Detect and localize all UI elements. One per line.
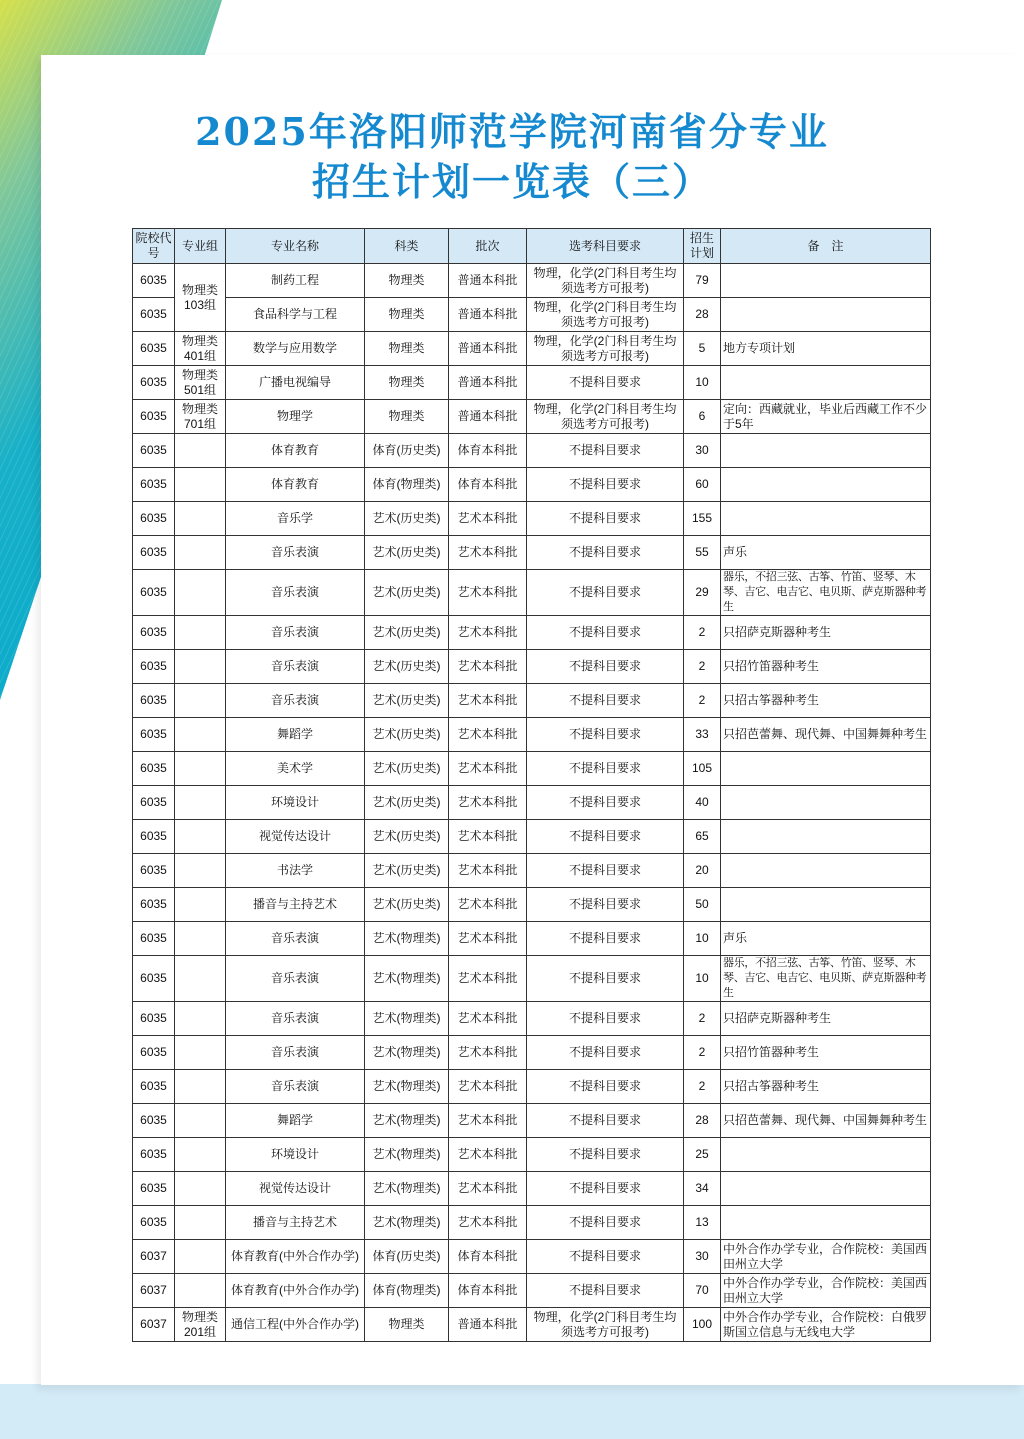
- cell-batch: 艺术本科批: [449, 536, 527, 570]
- table-row: [133, 434, 931, 468]
- table-row: [133, 888, 931, 922]
- cell-category: 艺术(历史类): [365, 650, 449, 684]
- cell-school-code: 6035: [133, 854, 175, 888]
- cell-category: 艺术(物理类): [365, 1070, 449, 1104]
- cell-school-code: 6037: [133, 1240, 175, 1274]
- cell-notes: 地方专项计划: [721, 332, 931, 366]
- cell-category: 艺术(历史类): [365, 718, 449, 752]
- cell-category: 物理类: [365, 400, 449, 434]
- cell-school-code: 6035: [133, 650, 175, 684]
- cell-subject-requirement: 不提科目要求: [527, 1036, 684, 1070]
- cell-plan-count: 28: [684, 1104, 721, 1138]
- table-row: [133, 1240, 931, 1274]
- cell-category: 艺术(物理类): [365, 956, 449, 1002]
- cell-major-group: [175, 854, 226, 888]
- cell-major-name: 体育教育(中外合作办学): [226, 1274, 365, 1308]
- cell-subject-requirement: 不提科目要求: [527, 1002, 684, 1036]
- cell-major-name: 制药工程: [226, 264, 365, 298]
- cell-school-code: 6035: [133, 718, 175, 752]
- cell-major-group: [175, 1070, 226, 1104]
- cell-batch: 艺术本科批: [449, 922, 527, 956]
- cell-notes: 只招芭蕾舞、现代舞、中国舞舞种考生: [721, 1104, 931, 1138]
- cell-major-name: 物理学: [226, 400, 365, 434]
- cell-school-code: 6035: [133, 956, 175, 1002]
- cell-plan-count: 10: [684, 922, 721, 956]
- cell-major-group: [175, 468, 226, 502]
- cell-notes: 声乐: [721, 922, 931, 956]
- cell-major-group: [175, 1240, 226, 1274]
- cell-subject-requirement: 不提科目要求: [527, 854, 684, 888]
- cell-school-code: 6035: [133, 1070, 175, 1104]
- cell-major-name: 音乐表演: [226, 922, 365, 956]
- cell-subject-requirement: 不提科目要求: [527, 956, 684, 1002]
- cell-batch: 普通本科批: [449, 400, 527, 434]
- cell-major-group: [175, 1036, 226, 1070]
- cell-batch: 普通本科批: [449, 264, 527, 298]
- cell-notes: [721, 434, 931, 468]
- cell-major-group: 物理类201组: [175, 1308, 226, 1342]
- cell-notes: 只招芭蕾舞、现代舞、中国舞舞种考生: [721, 718, 931, 752]
- table-row: [133, 956, 931, 1002]
- cell-school-code: 6035: [133, 536, 175, 570]
- cell-category: 艺术(历史类): [365, 684, 449, 718]
- cell-notes: 只招竹笛器种考生: [721, 1036, 931, 1070]
- cell-notes: 只招古筝器种考生: [721, 684, 931, 718]
- cell-category: 艺术(物理类): [365, 1002, 449, 1036]
- cell-plan-count: 30: [684, 1240, 721, 1274]
- cell-plan-count: 20: [684, 854, 721, 888]
- cell-subject-requirement: 不提科目要求: [527, 616, 684, 650]
- table-row: [133, 570, 931, 616]
- cell-major-name: 音乐表演: [226, 1070, 365, 1104]
- cell-notes: 只招古筝器种考生: [721, 1070, 931, 1104]
- cell-major-group: [175, 956, 226, 1002]
- cell-major-name: 音乐表演: [226, 1002, 365, 1036]
- cell-notes: [721, 1206, 931, 1240]
- cell-major-name: 视觉传达设计: [226, 820, 365, 854]
- cell-batch: 艺术本科批: [449, 752, 527, 786]
- cell-major-group: 物理类103组: [175, 264, 226, 332]
- table-row: [133, 1138, 931, 1172]
- table-row: [133, 854, 931, 888]
- cell-major-group: [175, 1206, 226, 1240]
- cell-batch: 普通本科批: [449, 1308, 527, 1342]
- cell-plan-count: 100: [684, 1308, 721, 1342]
- table-row: [133, 1036, 931, 1070]
- cell-notes: 只招萨克斯器种考生: [721, 616, 931, 650]
- cell-major-group: [175, 1274, 226, 1308]
- cell-major-group: [175, 1104, 226, 1138]
- cell-category: 艺术(历史类): [365, 570, 449, 616]
- cell-batch: 艺术本科批: [449, 820, 527, 854]
- cell-plan-count: 2: [684, 684, 721, 718]
- cell-school-code: 6035: [133, 332, 175, 366]
- cell-category: 艺术(历史类): [365, 786, 449, 820]
- cell-major-name: 音乐表演: [226, 650, 365, 684]
- cell-notes: 定向：西藏就业，毕业后西藏工作不少于5年: [721, 400, 931, 434]
- cell-subject-requirement: 物理，化学(2门科目考生均须选考方可报考): [527, 264, 684, 298]
- cell-plan-count: 13: [684, 1206, 721, 1240]
- cell-school-code: 6035: [133, 298, 175, 332]
- table-row: [133, 684, 931, 718]
- cell-major-group: [175, 1138, 226, 1172]
- cell-major-group: [175, 570, 226, 616]
- table-row: [133, 264, 931, 298]
- table-row: [133, 1070, 931, 1104]
- cell-major-name: 音乐表演: [226, 684, 365, 718]
- cell-notes: 器乐，不招三弦、古筝、竹笛、竖琴、木琴、吉它、电吉它、电贝斯、萨克斯器种考生: [721, 570, 931, 616]
- cell-school-code: 6035: [133, 434, 175, 468]
- cell-notes: [721, 468, 931, 502]
- cell-major-group: 物理类501组: [175, 366, 226, 400]
- cell-category: 体育(历史类): [365, 1240, 449, 1274]
- cell-major-name: 音乐表演: [226, 616, 365, 650]
- cell-plan-count: 34: [684, 1172, 721, 1206]
- cell-plan-count: 2: [684, 616, 721, 650]
- table-row: [133, 298, 931, 332]
- cell-category: 物理类: [365, 264, 449, 298]
- cell-plan-count: 40: [684, 786, 721, 820]
- cell-plan-count: 5: [684, 332, 721, 366]
- table-row: [133, 616, 931, 650]
- cell-subject-requirement: 不提科目要求: [527, 1172, 684, 1206]
- cell-plan-count: 70: [684, 1274, 721, 1308]
- cell-major-group: [175, 820, 226, 854]
- cell-category: 艺术(历史类): [365, 888, 449, 922]
- cell-plan-count: 79: [684, 264, 721, 298]
- cell-batch: 艺术本科批: [449, 1104, 527, 1138]
- cell-batch: 体育本科批: [449, 434, 527, 468]
- cell-major-group: [175, 718, 226, 752]
- cell-school-code: 6035: [133, 1138, 175, 1172]
- cell-subject-requirement: 不提科目要求: [527, 1138, 684, 1172]
- cell-subject-requirement: 不提科目要求: [527, 1274, 684, 1308]
- cell-major-name: 视觉传达设计: [226, 1172, 365, 1206]
- cell-batch: 艺术本科批: [449, 1206, 527, 1240]
- cell-subject-requirement: 不提科目要求: [527, 650, 684, 684]
- cell-school-code: 6035: [133, 264, 175, 298]
- cell-subject-requirement: 不提科目要求: [527, 1104, 684, 1138]
- cell-major-group: [175, 922, 226, 956]
- cell-major-group: 物理类701组: [175, 400, 226, 434]
- cell-notes: 中外合作办学专业，合作院校：美国西田州立大学: [721, 1240, 931, 1274]
- table-row: [133, 332, 931, 366]
- cell-category: 物理类: [365, 1308, 449, 1342]
- cell-batch: 艺术本科批: [449, 1138, 527, 1172]
- cell-category: 艺术(历史类): [365, 536, 449, 570]
- cell-subject-requirement: 不提科目要求: [527, 468, 684, 502]
- cell-category: 物理类: [365, 366, 449, 400]
- cell-subject-requirement: 不提科目要求: [527, 1070, 684, 1104]
- cell-school-code: 6035: [133, 820, 175, 854]
- table-row: [133, 1274, 931, 1308]
- cell-school-code: 6035: [133, 366, 175, 400]
- cell-plan-count: 30: [684, 434, 721, 468]
- cell-subject-requirement: 物理，化学(2门科目考生均须选考方可报考): [527, 298, 684, 332]
- cell-school-code: 6035: [133, 1104, 175, 1138]
- cell-plan-count: 155: [684, 502, 721, 536]
- cell-batch: 艺术本科批: [449, 718, 527, 752]
- cell-batch: 体育本科批: [449, 1240, 527, 1274]
- cell-batch: 艺术本科批: [449, 1070, 527, 1104]
- cell-batch: 艺术本科批: [449, 956, 527, 1002]
- cell-major-name: 音乐表演: [226, 1036, 365, 1070]
- cell-category: 艺术(历史类): [365, 752, 449, 786]
- header-subject-requirement: 选考科目要求: [527, 229, 684, 264]
- cell-major-group: [175, 434, 226, 468]
- cell-plan-count: 29: [684, 570, 721, 616]
- header-school-code: 院校代号: [133, 229, 175, 264]
- cell-category: 物理类: [365, 298, 449, 332]
- cell-major-name: 环境设计: [226, 1138, 365, 1172]
- cell-notes: [721, 752, 931, 786]
- cell-category: 艺术(物理类): [365, 1138, 449, 1172]
- cell-plan-count: 6: [684, 400, 721, 434]
- table-row: [133, 468, 931, 502]
- table-row: [133, 650, 931, 684]
- table-row: [133, 718, 931, 752]
- cell-subject-requirement: 物理，化学(2门科目考生均须选考方可报考): [527, 332, 684, 366]
- cell-notes: [721, 888, 931, 922]
- cell-major-group: [175, 616, 226, 650]
- cell-school-code: 6035: [133, 400, 175, 434]
- cell-plan-count: 65: [684, 820, 721, 854]
- cell-plan-count: 10: [684, 956, 721, 1002]
- cell-major-name: 音乐表演: [226, 536, 365, 570]
- cell-batch: 体育本科批: [449, 468, 527, 502]
- table-row: [133, 1002, 931, 1036]
- cell-subject-requirement: 不提科目要求: [527, 922, 684, 956]
- cell-major-group: [175, 684, 226, 718]
- cell-major-group: [175, 752, 226, 786]
- table-row: [133, 1308, 931, 1342]
- cell-batch: 艺术本科批: [449, 1172, 527, 1206]
- table-row: [133, 1206, 931, 1240]
- cell-notes: 只招萨克斯器种考生: [721, 1002, 931, 1036]
- bottom-band: [0, 1384, 1024, 1439]
- table-row: [133, 786, 931, 820]
- header-batch: 批次: [449, 229, 527, 264]
- cell-category: 体育(历史类): [365, 434, 449, 468]
- cell-subject-requirement: 不提科目要求: [527, 502, 684, 536]
- cell-school-code: 6035: [133, 1206, 175, 1240]
- cell-category: 体育(物理类): [365, 1274, 449, 1308]
- cell-major-name: 舞蹈学: [226, 1104, 365, 1138]
- header-major-group: 专业组: [175, 229, 226, 264]
- cell-batch: 普通本科批: [449, 332, 527, 366]
- cell-plan-count: 10: [684, 366, 721, 400]
- cell-batch: 艺术本科批: [449, 502, 527, 536]
- table-row: [133, 1104, 931, 1138]
- header-plan-count: 招生计划: [684, 229, 721, 264]
- cell-major-name: 体育教育: [226, 434, 365, 468]
- cell-plan-count: 2: [684, 650, 721, 684]
- cell-category: 艺术(历史类): [365, 502, 449, 536]
- cell-category: 艺术(物理类): [365, 922, 449, 956]
- cell-subject-requirement: 不提科目要求: [527, 888, 684, 922]
- cell-major-group: [175, 1002, 226, 1036]
- cell-notes: [721, 854, 931, 888]
- cell-major-name: 音乐表演: [226, 570, 365, 616]
- cell-batch: 艺术本科批: [449, 650, 527, 684]
- table-header-row: [133, 229, 931, 264]
- cell-notes: 声乐: [721, 536, 931, 570]
- cell-school-code: 6035: [133, 786, 175, 820]
- header-notes: 备 注: [721, 229, 931, 264]
- cell-category: 物理类: [365, 332, 449, 366]
- cell-category: 艺术(历史类): [365, 854, 449, 888]
- cell-school-code: 6035: [133, 468, 175, 502]
- cell-major-group: [175, 888, 226, 922]
- cell-notes: 器乐，不招三弦、古筝、竹笛、竖琴、木琴、吉它、电吉它、电贝斯、萨克斯器种考生: [721, 956, 931, 1002]
- page-title-line2: 招生计划一览表（三）: [311, 159, 712, 204]
- cell-subject-requirement: 不提科目要求: [527, 570, 684, 616]
- cell-batch: 普通本科批: [449, 298, 527, 332]
- cell-major-group: 物理类401组: [175, 332, 226, 366]
- cell-notes: [721, 264, 931, 298]
- cell-batch: 艺术本科批: [449, 1002, 527, 1036]
- cell-batch: 艺术本科批: [449, 786, 527, 820]
- cell-category: 艺术(物理类): [365, 1104, 449, 1138]
- table-row: [133, 1172, 931, 1206]
- table-row: [133, 752, 931, 786]
- cell-subject-requirement: 不提科目要求: [527, 820, 684, 854]
- cell-batch: 艺术本科批: [449, 888, 527, 922]
- cell-notes: [721, 1138, 931, 1172]
- cell-plan-count: 33: [684, 718, 721, 752]
- cell-major-name: 音乐表演: [226, 956, 365, 1002]
- cell-plan-count: 60: [684, 468, 721, 502]
- cell-batch: 艺术本科批: [449, 1036, 527, 1070]
- cell-major-group: [175, 536, 226, 570]
- cell-plan-count: 28: [684, 298, 721, 332]
- header-category: 科类: [365, 229, 449, 264]
- cell-subject-requirement: 不提科目要求: [527, 684, 684, 718]
- cell-major-name: 播音与主持艺术: [226, 1206, 365, 1240]
- cell-major-name: 播音与主持艺术: [226, 888, 365, 922]
- cell-subject-requirement: 不提科目要求: [527, 1206, 684, 1240]
- cell-notes: [721, 820, 931, 854]
- cell-major-group: [175, 1172, 226, 1206]
- enrollment-plan-table: [132, 228, 931, 1342]
- cell-subject-requirement: 物理，化学(2门科目考生均须选考方可报考): [527, 1308, 684, 1342]
- cell-plan-count: 105: [684, 752, 721, 786]
- cell-school-code: 6035: [133, 922, 175, 956]
- table-row: [133, 366, 931, 400]
- cell-school-code: 6035: [133, 1036, 175, 1070]
- cell-major-name: 广播电视编导: [226, 366, 365, 400]
- cell-school-code: 6037: [133, 1308, 175, 1342]
- cell-school-code: 6035: [133, 570, 175, 616]
- cell-category: 艺术(物理类): [365, 1172, 449, 1206]
- cell-subject-requirement: 不提科目要求: [527, 786, 684, 820]
- cell-notes: [721, 502, 931, 536]
- cell-major-name: 体育教育(中外合作办学): [226, 1240, 365, 1274]
- cell-notes: 只招竹笛器种考生: [721, 650, 931, 684]
- cell-subject-requirement: 不提科目要求: [527, 1240, 684, 1274]
- cell-major-name: 舞蹈学: [226, 718, 365, 752]
- table-row: [133, 922, 931, 956]
- cell-subject-requirement: 物理，化学(2门科目考生均须选考方可报考): [527, 400, 684, 434]
- cell-category: 艺术(历史类): [365, 616, 449, 650]
- cell-plan-count: 50: [684, 888, 721, 922]
- cell-major-group: [175, 502, 226, 536]
- cell-major-name: 环境设计: [226, 786, 365, 820]
- cell-major-name: 食品科学与工程: [226, 298, 365, 332]
- cell-school-code: 6035: [133, 752, 175, 786]
- cell-notes: [721, 786, 931, 820]
- cell-major-group: [175, 650, 226, 684]
- cell-plan-count: 25: [684, 1138, 721, 1172]
- table-row: [133, 536, 931, 570]
- cell-plan-count: 55: [684, 536, 721, 570]
- cell-subject-requirement: 不提科目要求: [527, 752, 684, 786]
- cell-category: 艺术(物理类): [365, 1036, 449, 1070]
- cell-major-name: 书法学: [226, 854, 365, 888]
- cell-major-name: 美术学: [226, 752, 365, 786]
- cell-batch: 艺术本科批: [449, 616, 527, 650]
- cell-major-name: 通信工程(中外合作办学): [226, 1308, 365, 1342]
- table-row: [133, 502, 931, 536]
- cell-subject-requirement: 不提科目要求: [527, 718, 684, 752]
- page-title-line1: 2025年洛阳师范学院河南省分专业: [195, 109, 829, 154]
- cell-school-code: 6037: [133, 1274, 175, 1308]
- cell-plan-count: 2: [684, 1002, 721, 1036]
- cell-notes: [721, 366, 931, 400]
- cell-school-code: 6035: [133, 1002, 175, 1036]
- cell-school-code: 6035: [133, 684, 175, 718]
- cell-batch: 艺术本科批: [449, 570, 527, 616]
- cell-plan-count: 2: [684, 1070, 721, 1104]
- cell-category: 艺术(历史类): [365, 820, 449, 854]
- cell-plan-count: 2: [684, 1036, 721, 1070]
- cell-subject-requirement: 不提科目要求: [527, 434, 684, 468]
- cell-notes: [721, 298, 931, 332]
- header-major-name: 专业名称: [226, 229, 365, 264]
- cell-school-code: 6035: [133, 502, 175, 536]
- table-row: [133, 820, 931, 854]
- cell-category: 艺术(物理类): [365, 1206, 449, 1240]
- cell-school-code: 6035: [133, 616, 175, 650]
- cell-subject-requirement: 不提科目要求: [527, 536, 684, 570]
- cell-notes: 中外合作办学专业，合作院校：白俄罗斯国立信息与无线电大学: [721, 1308, 931, 1342]
- cell-major-name: 数学与应用数学: [226, 332, 365, 366]
- cell-batch: 体育本科批: [449, 1274, 527, 1308]
- cell-batch: 艺术本科批: [449, 684, 527, 718]
- table-row: [133, 400, 931, 434]
- cell-batch: 艺术本科批: [449, 854, 527, 888]
- cell-major-name: 音乐学: [226, 502, 365, 536]
- cell-notes: [721, 1172, 931, 1206]
- cell-batch: 普通本科批: [449, 366, 527, 400]
- cell-major-name: 体育教育: [226, 468, 365, 502]
- cell-school-code: 6035: [133, 888, 175, 922]
- cell-subject-requirement: 不提科目要求: [527, 366, 684, 400]
- cell-category: 体育(物理类): [365, 468, 449, 502]
- cell-major-group: [175, 786, 226, 820]
- cell-school-code: 6035: [133, 1172, 175, 1206]
- cell-notes: 中外合作办学专业，合作院校：美国西田州立大学: [721, 1274, 931, 1308]
